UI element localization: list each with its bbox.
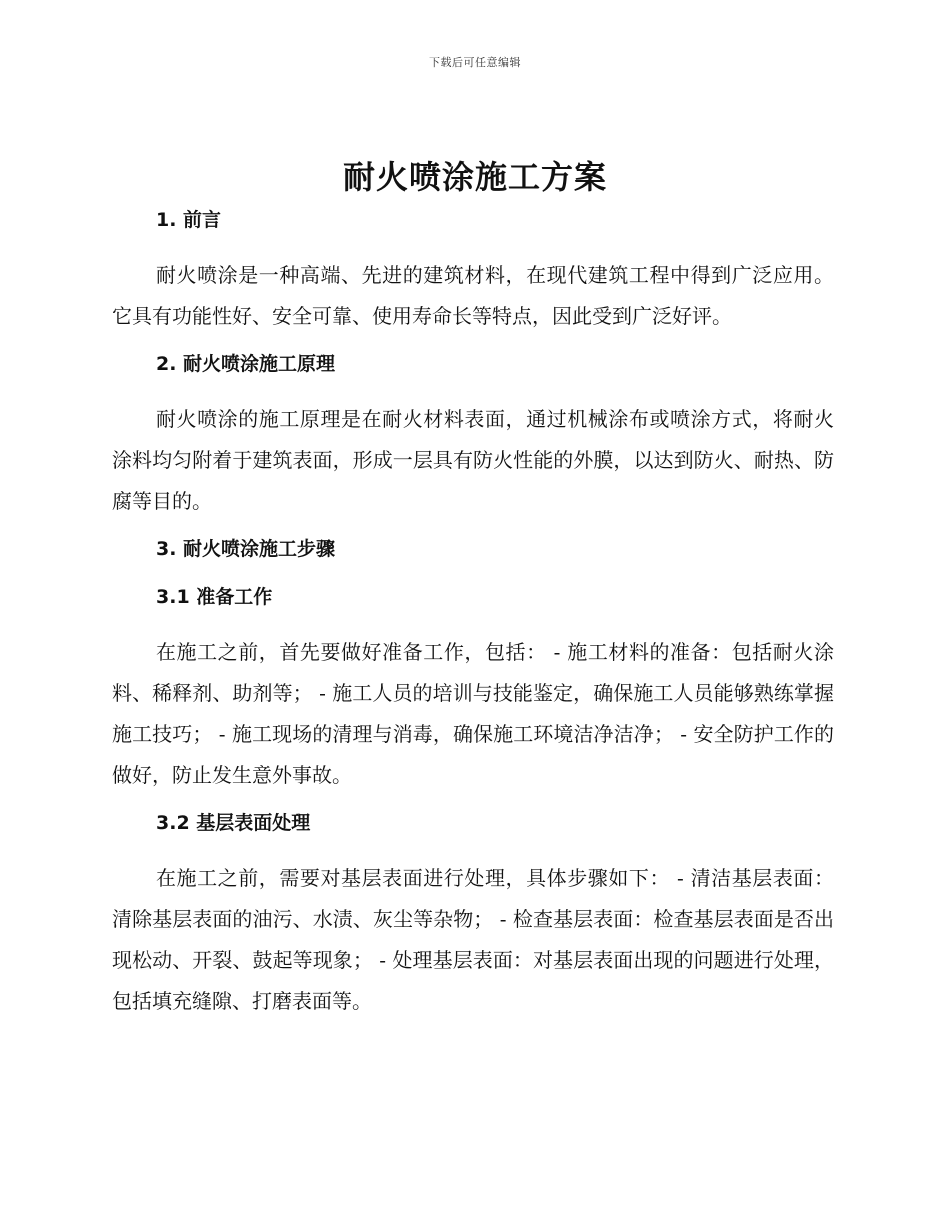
section-principle: [112, 349, 834, 522]
section-preparation: [112, 582, 834, 796]
document-body: [112, 205, 834, 1022]
section-paragraph: 在施工之前，首先要做好准备工作，包括： - 施工材料的准备：包括耐火涂料、稀释剂、助剂等； - 施工人员的培训与技能鉴定，确保施工人员能够熟练掌握施工技巧； - 施工现场的清理与消毒，确保施工环境洁净洁净； - 安全防护工作的做好，防止发生意外事故。: [112, 640, 834, 787]
subsection-heading: 3.1 准备工作: [156, 586, 273, 608]
section-paragraph: 在施工之前，需要对基层表面进行处理，具体步骤如下： - 清洁基层表面：清除基层表面的油污、水渍、灰尘等杂物； - 检查基层表面：检查基层表面是否出现松动、开裂、鼓起等现象； - 处理基层表面：对基层表面出现的问题进行处理，包括填充缝隙、打磨表面等。: [112, 866, 834, 1013]
document-title: 耐火喷涂施工方案: [342, 158, 607, 196]
header-note: 下载后可任意编辑: [429, 56, 521, 69]
section-heading: 3. 耐火喷涂施工步骤: [156, 538, 336, 560]
section-steps: [112, 534, 834, 564]
section-paragraph: 耐火喷涂的施工原理是在耐火材料表面，通过机械涂布或喷涂方式，将耐火涂料均匀附着于建筑表面，形成一层具有防火性能的外膜，以达到防火、耐热、防腐等目的。: [112, 407, 834, 513]
subsection-heading: 3.2 基层表面处理: [156, 812, 311, 834]
section-preface: [112, 205, 834, 337]
section-heading: 2. 耐火喷涂施工原理: [156, 353, 336, 375]
section-heading: 1. 前言: [156, 209, 222, 231]
section-paragraph: 耐火喷涂是一种高端、先进的建筑材料，在现代建筑工程中得到广泛应用。它具有功能性好、安全可靠、使用寿命长等特点，因此受到广泛好评。: [112, 263, 834, 328]
section-surface-treatment: [112, 808, 834, 1022]
